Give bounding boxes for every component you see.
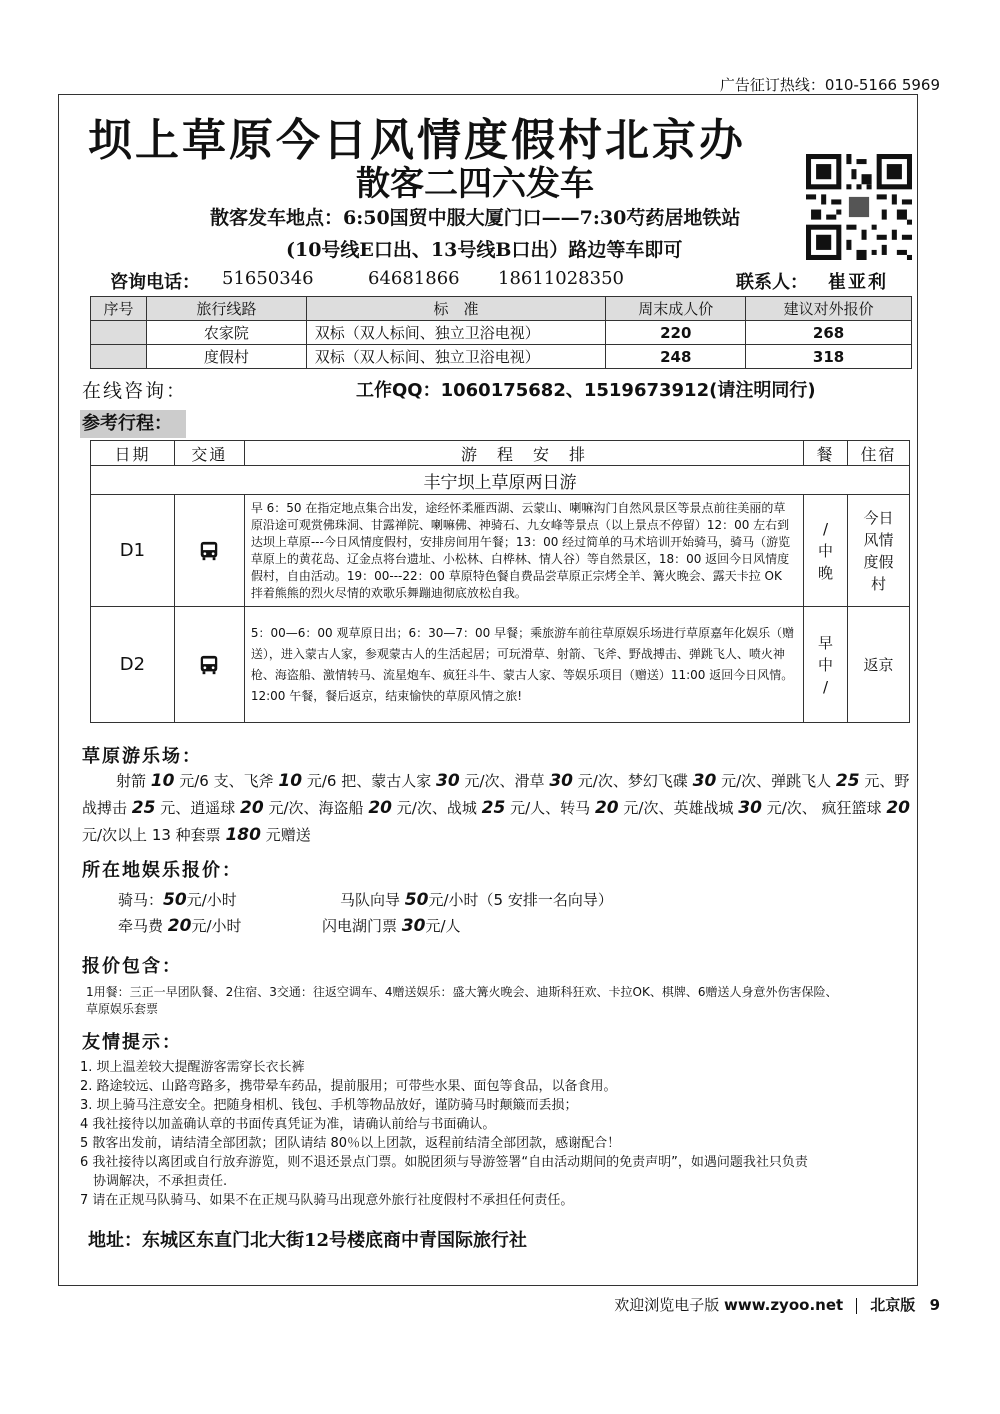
bus-icon <box>198 654 220 676</box>
pg-value: 10 <box>278 771 303 791</box>
local-unit: 元/人 <box>425 917 461 935</box>
pg-text: 元、逍遥球 <box>160 799 236 817</box>
page-number: 9 <box>929 1296 940 1314</box>
pg-value: 30 <box>549 771 573 791</box>
row-weekend-price: 248 <box>606 345 746 369</box>
list-item: 协调解决，不承担责任. <box>80 1174 228 1189</box>
day-label: D1 <box>91 495 175 607</box>
itinerary-table <box>90 440 910 723</box>
pg-text: 元/次、梦幻飞碟 <box>577 772 688 790</box>
pg-text: 射箭 <box>116 772 147 790</box>
meal-cell <box>804 495 848 607</box>
departure-line-2: (10号线E口出、13号线B口出）路边等车即可 <box>286 239 683 261</box>
includes-line-2: 草原娱乐套票 <box>86 1002 159 1016</box>
schedule-desc <box>244 607 803 723</box>
meal-item: 中 <box>818 655 834 674</box>
footer-welcome: 欢迎浏览电子版 <box>614 1296 720 1314</box>
row-standard: 双标（双人标间、独立卫浴电视） <box>306 321 606 345</box>
pg-value: 25 <box>835 771 860 791</box>
list-item: 7 请在正规马队骑马、如果不在正规马队骑马出现意外旅行社度假村不承担任何责任。 <box>80 1193 574 1208</box>
schedule-desc-part-2: 12:00 午餐，餐后返京，结束愉快的草原风情之旅! <box>250 688 523 703</box>
contact-label: 咨询电话： <box>110 272 200 293</box>
list-item: 6 我社接待以离团或自行放弃游览，则不退还景点门票。如脱团须与导游签署“自由活动期间的免责声明”，如遇问题我社只负责 <box>80 1155 808 1170</box>
pg-text: 元/次、战城 <box>396 799 477 817</box>
row-route: 农家院 <box>146 321 306 345</box>
row-route: 度假村 <box>146 345 306 369</box>
pg-text: 元、野战搏击 <box>82 772 910 817</box>
tips-title: 友情提示： <box>82 1032 182 1053</box>
pg-text: 元/次、英雄战城 <box>623 799 734 817</box>
itinerary-route-row <box>91 466 910 495</box>
meal-cell <box>804 607 848 723</box>
row-standard: 双标（双人标间、独立卫浴电视） <box>306 345 606 369</box>
header-transport: 交通 <box>174 441 244 466</box>
pg-value: 10 <box>150 771 175 791</box>
contact-phone-1: 51650346 <box>222 268 314 289</box>
bus-icon <box>198 540 220 562</box>
local-lead <box>118 913 242 940</box>
tips-list <box>80 1058 920 1210</box>
pg-text: 元/次、 <box>766 799 817 817</box>
pg-value: 30 <box>692 771 717 791</box>
list-item: 4 我社接待以加盖确认章的书面传真凭证为准，请确认前给与书面确认。 <box>80 1117 496 1132</box>
pg-value: 20 <box>240 798 264 818</box>
online-label: 在线咨询： <box>82 380 188 402</box>
header-schedule: 游 程 安 排 <box>244 441 803 466</box>
local-unit: 元/小时 <box>191 917 242 935</box>
local-horse <box>118 887 237 914</box>
meal-item: / <box>823 677 829 696</box>
stay-line: 风情 <box>863 530 894 549</box>
route-title: 丰宁坝上草原两日游 <box>91 466 910 495</box>
address: 地址：东城区东直门北大街12号楼底商中青国际旅行社 <box>88 1230 528 1251</box>
playground-text <box>82 768 922 849</box>
row-index <box>91 345 147 369</box>
contact-person: 崔亚利 <box>828 272 888 293</box>
footer-edition: 北京版 <box>870 1296 916 1314</box>
table-row <box>91 607 910 723</box>
pg-text: 元/6 把、蒙古人家 <box>306 772 432 790</box>
stay-cell <box>848 607 910 723</box>
local-title: 所在地娱乐报价： <box>82 860 242 881</box>
pg-value: 20 <box>368 798 393 818</box>
departure-line-1: 散客发车地点：6:50国贸中服大厦门口——7:30芍药居地铁站 <box>210 207 741 229</box>
local-value: 30 <box>401 916 426 936</box>
meal-item: 中 <box>818 541 834 560</box>
header-meal: 餐 <box>804 441 848 466</box>
pg-text: 疯狂篮球 <box>821 799 882 817</box>
pg-value: 25 <box>131 798 156 818</box>
page-title: 坝上草原今日风情度假村北京办 <box>88 115 746 166</box>
schedule-desc: 早 6：50 在指定地点集合出发，途经怀柔雁西湖、云蒙山、喇嘛沟门自然风景区等景点前往美丽的草原沿途可观赏佛珠洞、甘露禅院、喇嘛佛、神骑石、九女峰等景点（以上景点不停留）12：00 左右到达坝上草原---今日风情度假村，安排房间用午餐；13：00 经过简单的马术培训开始骑马，骑马（游览草原上的黄花岛、辽金点将台遗址、小松林、白桦林、情人谷）等自然景区，18：00 返回今日风情度假村，自由活动。19：00---22：00 草原特色餐自费品尝草原正宗烤全羊、篝火晚会、露天卡拉 OK 拌着熊熊的烈火尽情的欢歌乐舞蹦迪彻底放松自我。 <box>244 495 803 607</box>
list-item: 3. 坝上骑马注意安全。把随身相机、钱包、手机等物品放好，谨防骑马时颠簸而丢损； <box>80 1098 578 1113</box>
pg-value: 25 <box>481 798 506 818</box>
footer-divider <box>856 1298 858 1314</box>
row-suggested-price: 268 <box>746 321 912 345</box>
row-index <box>91 321 147 345</box>
pg-value: 20 <box>886 798 910 818</box>
header-weekend-price: 周末成人价 <box>606 297 746 321</box>
local-value: 50 <box>163 890 187 910</box>
pg-text: 元/次、滑草 <box>464 772 545 790</box>
online-qq: 工作QQ：1060175682、1519673912(请注明同行) <box>356 380 816 401</box>
meal-item: 早 <box>818 633 834 652</box>
includes-line-1: 1用餐：三正一早团队餐、2住宿、3交通：往返空调车、4赠送娱乐：盛大篝火晚会、迪斯科狂欢、卡拉OK、棋牌、6赠送人身意外伤害保险、 <box>86 985 838 999</box>
header-index: 序号 <box>91 297 147 321</box>
local-guide <box>340 887 613 914</box>
list-item: 1. 坝上温差较大提醒游客需穿长衣长裤 <box>80 1060 305 1075</box>
header-route: 旅行线路 <box>146 297 306 321</box>
list-item: 2. 路途较远、山路弯路多，携带晕车药品，提前服用；可带些水果、面包等食品，以备食用。 <box>80 1079 617 1094</box>
stay-cell <box>848 495 910 607</box>
local-label: 骑马： <box>118 891 164 909</box>
qr-code-icon <box>806 154 912 260</box>
header-standard: 标 准 <box>306 297 606 321</box>
local-unit: 元/小时（5 安排一名向导） <box>428 891 613 909</box>
local-lake <box>322 913 461 940</box>
local-value: 50 <box>404 890 429 910</box>
local-label: 马队向导 <box>340 891 401 909</box>
transport-cell <box>174 495 244 607</box>
meal-item: / <box>823 519 829 538</box>
pg-text: 元赠送 <box>265 826 311 844</box>
includes-title: 报价包含： <box>82 956 182 977</box>
contact-phone-3: 18611028350 <box>498 268 624 289</box>
table-row <box>91 345 912 369</box>
transport-cell <box>174 607 244 723</box>
local-label: 牵马费 <box>118 917 164 935</box>
table-row <box>91 321 912 345</box>
local-label: 闪电湖门票 <box>322 917 398 935</box>
row-weekend-price: 220 <box>606 321 746 345</box>
stay-line: 村 <box>871 574 887 593</box>
footer <box>614 1294 940 1315</box>
price-table <box>90 296 912 369</box>
stay-line: 今日 <box>863 508 894 527</box>
header-stay: 住宿 <box>848 441 910 466</box>
page-subtitle: 散客二四六发车 <box>356 164 594 204</box>
pg-value: 20 <box>594 798 619 818</box>
row-suggested-price: 318 <box>746 345 912 369</box>
contact-phone-2: 64681866 <box>368 268 460 289</box>
pg-value: 30 <box>738 798 762 818</box>
stay-line: 度假 <box>863 552 894 571</box>
itinerary-section-title: 参考行程： <box>80 410 186 438</box>
pg-value: 180 <box>225 825 261 845</box>
list-item: 5 散客出发前，请结清全部团款；团队请结 80％以上团款，返程前结清全部团款，感谢配合！ <box>80 1136 621 1151</box>
table-row <box>91 495 910 607</box>
meal-item: 晚 <box>818 563 834 582</box>
contact-person-label: 联系人： <box>736 272 808 293</box>
pg-text: 元/次、海盗船 <box>268 799 364 817</box>
price-table-header <box>91 297 912 321</box>
itinerary-header <box>91 441 910 466</box>
pg-value: 30 <box>436 771 460 791</box>
header-date: 日期 <box>91 441 175 466</box>
pg-text: 元/人、转马 <box>510 799 591 817</box>
footer-site-link[interactable]: www.zyoo.net <box>724 1296 844 1314</box>
local-value: 20 <box>167 916 192 936</box>
pg-text: 元/6 支、飞斧 <box>179 772 274 790</box>
ad-hotline: 广告征订热线：010-5166 5969 <box>719 76 940 94</box>
stay-line: 返京 <box>863 655 894 674</box>
playground-title: 草原游乐场： <box>82 746 202 767</box>
day-label: D2 <box>91 607 175 723</box>
pg-text: 元/次以上 13 种套票 <box>82 826 221 844</box>
local-unit: 元/小时 <box>186 891 237 909</box>
pg-text: 元/次、弹跳飞人 <box>721 772 832 790</box>
schedule-desc-part-1: 5：00—6：00 观草原日出；6：30—7：00 早餐；乘旅游车前往草原娱乐场进行草原嘉年化娱乐（赠送），进入蒙古人家，参观蒙古人的生活起居；可玩滑草、射箭、飞斧、野战搏击、弹跳飞人、喷火神枪、海盗船、激情转马、流星炮车、疯狂斗牛、蒙古人家、等娱乐项目（赠送）11:00 返回今日风情。 <box>250 625 795 682</box>
header-suggested-price: 建议对外报价 <box>746 297 912 321</box>
